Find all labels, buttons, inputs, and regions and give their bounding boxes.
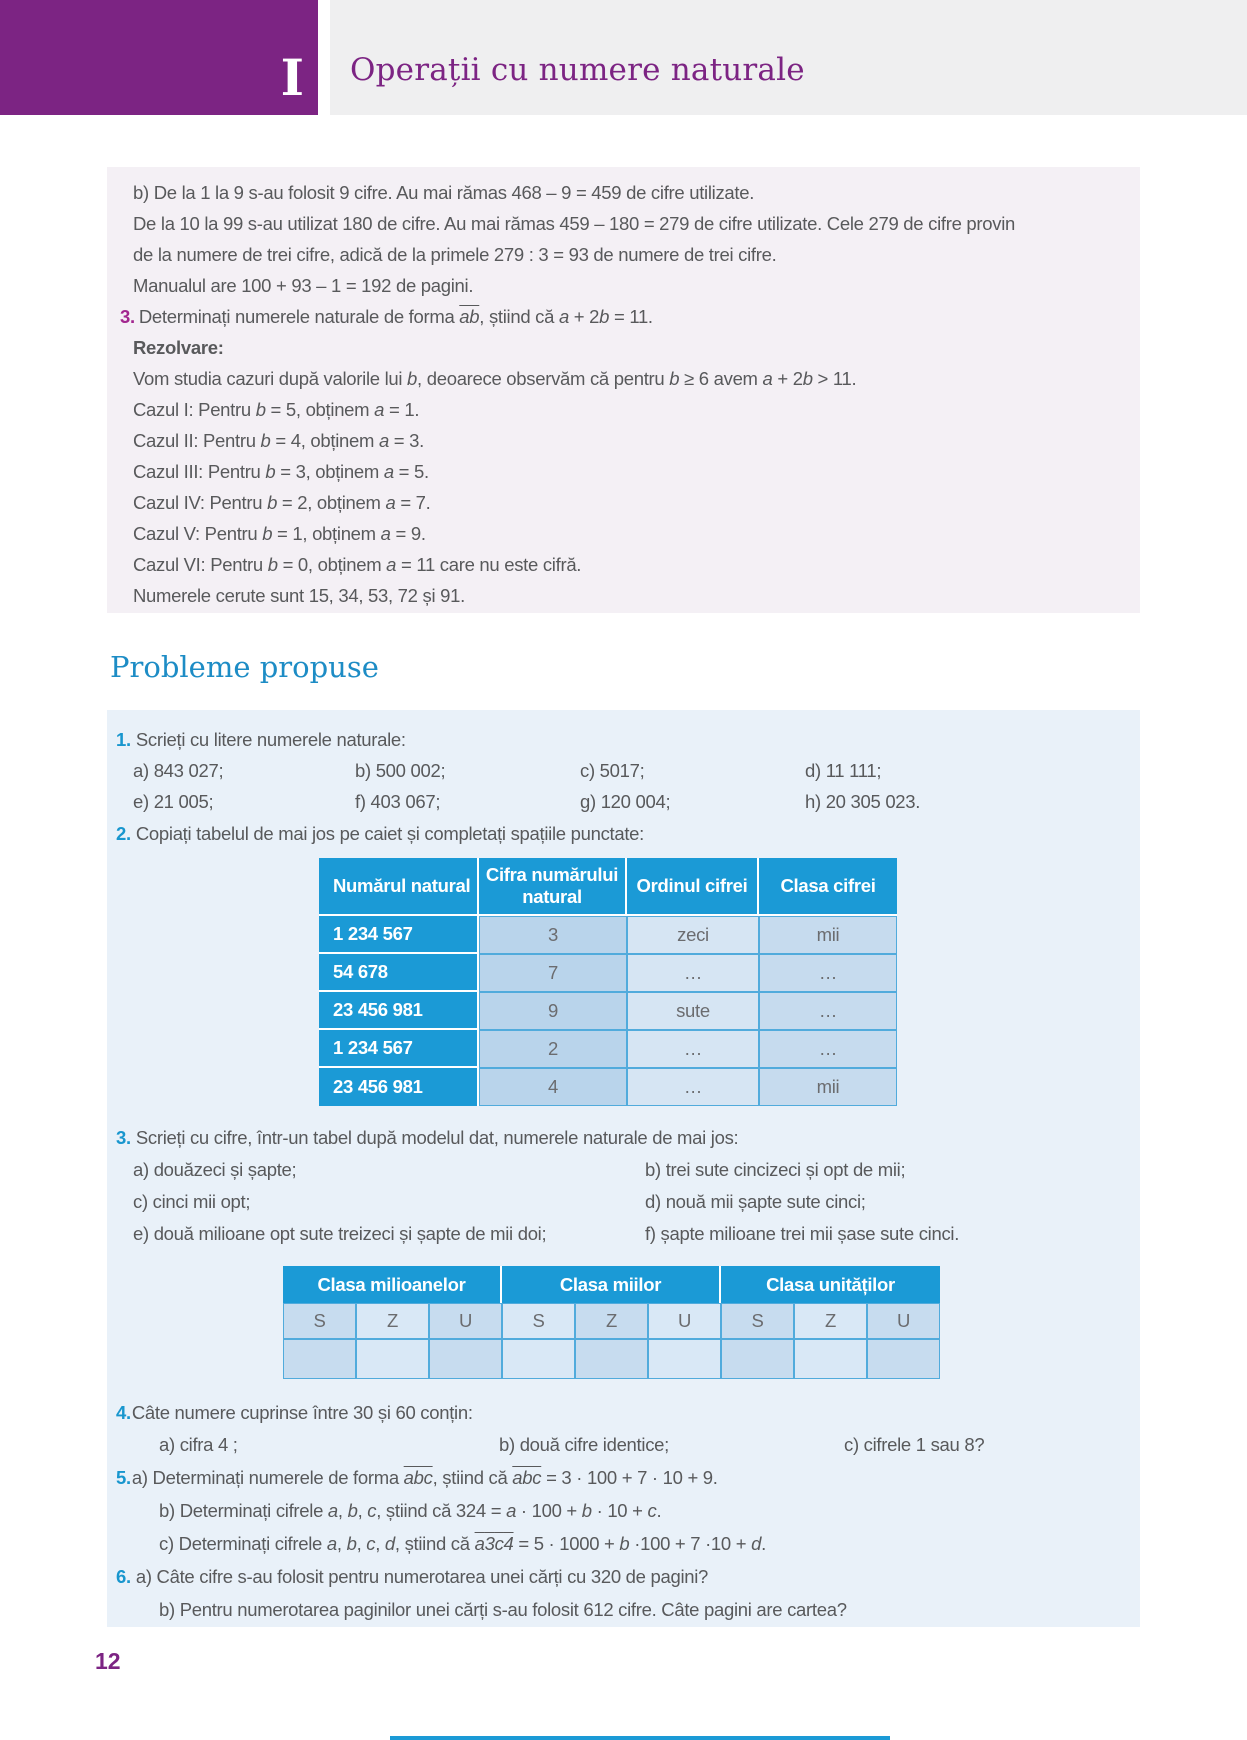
solved-line: Cazul III: Pentru b = 3, obținem a = 5. — [133, 461, 429, 482]
table-cell: … — [759, 954, 897, 992]
problem-item: a) douăzeci și șapte; — [133, 1159, 297, 1180]
table-cell: 2 — [479, 1030, 627, 1068]
table-cell: 23 456 981 — [319, 992, 479, 1030]
problem-text: Scrieți cu litere numerele naturale: — [135, 729, 406, 750]
table-cell: 4 — [479, 1068, 627, 1106]
table-cell: 23 456 981 — [319, 1068, 479, 1106]
table-cell: U — [867, 1303, 940, 1339]
table-header-row — [319, 858, 897, 916]
solved-line: Cazul V: Pentru b = 1, obținem a = 9. — [133, 523, 426, 544]
problem-number: 4. — [116, 1402, 131, 1423]
table-empty-row — [283, 1339, 940, 1379]
problem-5-item-c: c) Determinați cifrele a, b, c, d, știind că a3c4 = 5 · 1000 + b ·100 + 7 ·10 + d. — [159, 1533, 766, 1554]
table-cell: mii — [759, 916, 897, 954]
table-cell: sute — [627, 992, 759, 1030]
table-cell: S — [502, 1303, 575, 1339]
table-header-cell: Clasa cifrei — [759, 858, 897, 916]
problem-1-items-row-1 — [133, 755, 1116, 786]
problem-text: Câte numere cuprinse între 30 și 60 conțin: — [131, 1402, 473, 1423]
problem-4 — [116, 1397, 1116, 1429]
solved-line: Cazul VI: Pentru b = 0, obținem a = 11 care nu este cifră. — [133, 554, 582, 575]
table-cell: U — [429, 1303, 502, 1339]
problem-item: d) 11 111; — [805, 760, 882, 781]
table-cell — [794, 1339, 867, 1379]
problem-item: c) 5017; — [580, 760, 645, 781]
table-cell: Z — [575, 1303, 648, 1339]
solved-line: b) De la 1 la 9 s-au folosit 9 cifre. Au mai rămas 468 – 9 = 459 de cifre utilizate. — [133, 182, 755, 203]
table-cell: 3 — [479, 916, 627, 954]
problem-number: 1. — [116, 729, 131, 750]
table-cell: … — [627, 954, 759, 992]
problem-item: d) nouă mii șapte sute cinci; — [645, 1191, 866, 1212]
problem-5 — [116, 1461, 1116, 1494]
table-cell: Z — [794, 1303, 867, 1339]
problem-item: g) 120 004; — [580, 791, 671, 812]
table-header-cell: Numărul natural — [319, 858, 479, 916]
problem-text: a) Determinați numerele de forma $\overline{abc}$, știind că $\overline{abc} = 3 \cdot 100 + 7 \cdot 10 + 9$. — [131, 1467, 718, 1488]
problem-1 — [116, 724, 1116, 755]
problem-item: a) cifra 4 ; — [159, 1434, 238, 1455]
table-header-cell: Cifra numărului natural — [479, 858, 627, 916]
problem-3-items-row-3 — [133, 1218, 1116, 1250]
problem-3 — [116, 1122, 1116, 1154]
table-header-cell: Clasa miilor — [502, 1266, 721, 1303]
problem-text: Scrieți cu cifre, într-un tabel după modelul dat, numerele naturale de mai jos: — [135, 1127, 739, 1148]
problem-text: a) Câte cifre s-au folosit pentru numerotarea unei cărți cu 320 de pagini? — [135, 1566, 709, 1587]
problem-number: 3. — [120, 306, 135, 327]
table-cell: 7 — [479, 954, 627, 992]
problem-item: b) 500 002; — [355, 760, 446, 781]
class-table — [283, 1266, 940, 1379]
table-cell: … — [627, 1030, 759, 1068]
solved-line: Manualul are 100 + 93 – 1 = 192 de pagini. — [133, 275, 474, 296]
problem-item: f) 403 067; — [355, 791, 441, 812]
table-header-cell: Clasa unităților — [721, 1266, 940, 1303]
solved-line: Numerele cerute sunt 15, 34, 53, 72 și 91. — [133, 585, 465, 606]
solved-line: Vom studia cazuri după valorile lui b, deoarece observăm că pentru b ≥ 6 avem a + 2b > 11. — [133, 368, 857, 389]
table-cell: 1 234 567 — [319, 1030, 479, 1068]
table-cell — [283, 1339, 356, 1379]
solved-line: De la 10 la 99 s-au utilizat 180 de cifre. Au mai rămas 459 – 180 = 279 de cifre utilizate. Cele 279 de cifre provin — [133, 213, 1015, 234]
problem-number: 3. — [116, 1127, 131, 1148]
problem-item: c) cifrele 1 sau 8? — [844, 1434, 985, 1455]
solved-line: de la numere de trei cifre, adică de la primele 279 : 3 = 93 de numere de trei cifre. — [133, 244, 777, 265]
table-cell: mii — [759, 1068, 897, 1106]
table-subheader-row — [283, 1303, 940, 1339]
problem-item: b) trei sute cincizeci și opt de mii; — [645, 1159, 906, 1180]
problem-item: e) două milioane opt sute treizeci și șapte de mii doi; — [133, 1223, 547, 1244]
table-cell: 54 678 — [319, 954, 479, 992]
place-value-table — [319, 858, 897, 1106]
problem-4-items-row — [133, 1429, 1116, 1461]
table-cell — [721, 1339, 794, 1379]
problem-6-item-b: b) Pentru numerotarea paginilor unei cărți s-au folosit 612 cifre. Câte pagini are cartea? — [159, 1599, 847, 1620]
problem-3-items-row-2 — [133, 1186, 1116, 1218]
table-cell: S — [283, 1303, 356, 1339]
table-cell: 9 — [479, 992, 627, 1030]
table-cell — [502, 1339, 575, 1379]
problem-item: b) două cifre identice; — [499, 1434, 669, 1455]
problem-5-item-b: b) Determinați cifrele a, b, c, știind că 324 = a · 100 + b · 10 + c. — [159, 1500, 662, 1521]
chapter-numeral: I — [280, 48, 304, 107]
table-row — [319, 954, 897, 992]
problem-item: h) 20 305 023. — [805, 791, 921, 812]
page-edge-artifact — [390, 1736, 890, 1740]
table-cell — [429, 1339, 502, 1379]
order-table-body — [319, 916, 897, 1106]
problem-item: f) șapte milioane trei mii șase sute cinci. — [645, 1223, 960, 1244]
solved-line: Rezolvare: — [133, 337, 224, 358]
problem-number: 2. — [116, 823, 131, 844]
problem-text: Copiați tabelul de mai jos pe caiet și completați spațiile punctate: — [135, 823, 645, 844]
problem-item: c) cinci mii opt; — [133, 1191, 251, 1212]
table-cell: U — [648, 1303, 721, 1339]
problem-item: e) 21 005; — [133, 791, 214, 812]
problem-3-items-row-1 — [133, 1154, 1116, 1186]
table-cell: … — [627, 1068, 759, 1106]
table-cell: S — [721, 1303, 794, 1339]
table-row — [319, 916, 897, 954]
table-cell: … — [759, 1030, 897, 1068]
problem-2 — [116, 817, 1116, 850]
problem-number: 6. — [116, 1566, 131, 1587]
solved-line: Cazul I: Pentru b = 5, obținem a = 1. — [133, 399, 420, 420]
table-row — [319, 1068, 897, 1106]
problem-number: 5. — [116, 1467, 131, 1488]
problem-6 — [116, 1560, 1116, 1593]
table-cell — [648, 1339, 721, 1379]
table-cell: 1 234 567 — [319, 916, 479, 954]
class-table-body — [283, 1303, 940, 1379]
solved-line: Cazul II: Pentru b = 4, obținem a = 3. — [133, 430, 424, 451]
table-cell: … — [759, 992, 897, 1030]
section-title: Probleme propuse — [110, 650, 379, 684]
problem-1-items-row-2 — [133, 786, 1116, 817]
page-number: 12 — [95, 1648, 121, 1674]
table-header-row — [283, 1266, 940, 1303]
table-row — [319, 1030, 897, 1068]
solved-line: 3. Determinați numerele naturale de forma $\overline{ab}$, știind că a + 2b = 11. — [120, 306, 653, 327]
table-row — [319, 992, 897, 1030]
table-cell — [575, 1339, 648, 1379]
chapter-badge — [0, 0, 318, 115]
table-cell: zeci — [627, 916, 759, 954]
table-cell — [867, 1339, 940, 1379]
table-cell: Z — [356, 1303, 429, 1339]
problems-box — [107, 710, 1140, 1627]
chapter-title: Operații cu numere naturale — [350, 52, 805, 88]
table-cell — [356, 1339, 429, 1379]
solved-example-box — [107, 167, 1140, 613]
table-header-cell: Clasa milioanelor — [283, 1266, 502, 1303]
solved-line: Cazul IV: Pentru b = 2, obținem a = 7. — [133, 492, 431, 513]
problem-item: a) 843 027; — [133, 760, 224, 781]
table-header-cell: Ordinul cifrei — [627, 858, 759, 916]
